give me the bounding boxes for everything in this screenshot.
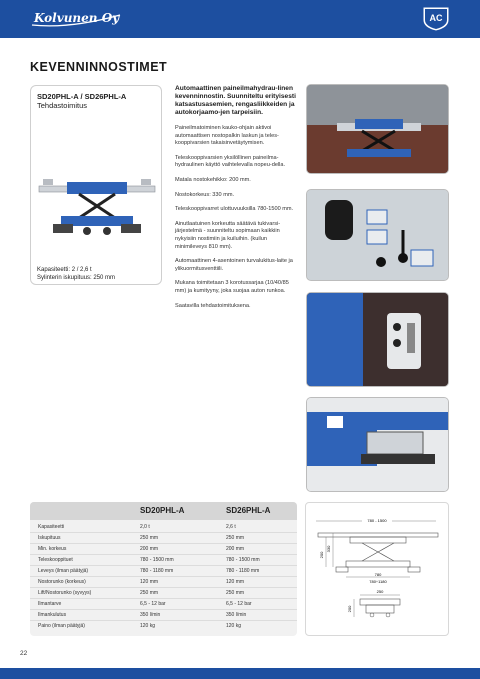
row-value-a: 780 - 1500 mm: [140, 557, 174, 563]
photo-control-panel: [306, 189, 449, 281]
dimension-diagram: [305, 502, 449, 636]
description-paragraph: Teleskooppivarret ulottuvuuksilla 780-1500 mm.: [175, 206, 294, 213]
row-value-a: 780 - 1180 mm: [140, 568, 174, 574]
table-row: [30, 534, 297, 544]
description: [175, 85, 299, 317]
photo-lift-in-pit: [306, 292, 449, 387]
header-bar: [0, 0, 480, 38]
row-value-a: 120 kg: [140, 623, 156, 629]
description-paragraph: Mukana toimitetaan 3 korotussarjaa (10/40/85 mm) ja kumityyny, joka suojaa auton runkoa.: [175, 280, 289, 294]
row-label: Lift/Nostorunko (syvyys): [38, 590, 92, 596]
column-header: SD20PHL-A: [140, 506, 185, 515]
table-row: [30, 567, 297, 577]
row-value-a: 350 l/min: [140, 612, 161, 618]
photo-support-arm: [306, 397, 449, 492]
row-value-b: 250 mm: [226, 535, 245, 541]
product-capacity: [37, 266, 115, 282]
description-paragraph: Paineilmatoiminen kauko-ohjain aktivoi automaattisen nostopalkin laskun ja teles-kooppivarsien takaisinvetäytymisen.: [175, 125, 279, 147]
description-paragraph: Ainutlaatuinen korkeutta säätävä tukivarsi-järjestelmä - suunniteltu sopimaan kaikkiin nykyisiin nostimiin ja kuiluihin. (kuilun minimileveys 810 mm).: [175, 220, 281, 250]
row-label: Ilmankulutus: [38, 612, 67, 618]
dim-inner-range: 780÷1180: [369, 579, 387, 584]
row-value-a: 2,0 t: [140, 524, 150, 530]
row-label: Paino (ilman päätyjä): [38, 623, 85, 629]
row-value-b: 6,5 - 12 bar: [226, 601, 252, 607]
column-header: SD26PHL-A: [226, 506, 271, 515]
row-label: Min. korkeus: [38, 546, 67, 552]
spec-table-header: [30, 502, 297, 520]
table-row: [30, 556, 297, 566]
row-label: Nostorunko (korkeus): [38, 579, 86, 585]
page-number: 22: [20, 650, 28, 657]
product-model: SD20PHL-A / SD26PHL-A: [37, 92, 127, 101]
description-paragraph: Nostokorkeus: 330 mm.: [175, 191, 235, 198]
row-value-b: 2,6 t: [226, 524, 236, 530]
product-subtitle: Tehdastoimitus: [37, 101, 88, 110]
row-value-b: 120 kg: [226, 623, 242, 629]
dim-inner-width: 780: [374, 572, 382, 577]
table-row: [30, 523, 297, 533]
ac-badge-label: AC: [429, 13, 443, 23]
description-paragraph: Matala nostokehikko: 200 mm.: [175, 176, 251, 183]
row-label: Iskupituus: [38, 535, 61, 541]
row-value-b: 120 mm: [226, 579, 245, 585]
row-value-a: 250 mm: [140, 590, 159, 596]
table-row: [30, 611, 297, 621]
table-row: [30, 622, 297, 632]
row-value-b: 200 mm: [226, 546, 245, 552]
row-label: Kapasiteetti: [38, 524, 65, 530]
dim-depth-b: 200: [347, 605, 352, 613]
table-row: [30, 600, 297, 610]
row-value-b: 780 - 1180 mm: [226, 568, 260, 574]
table-row: [30, 589, 297, 599]
row-value-a: 200 mm: [140, 546, 159, 552]
row-value-b: 350 l/min: [226, 612, 247, 618]
row-value-a: 6,5 - 12 bar: [140, 601, 166, 607]
page-title: KEVENNINNOSTIMET: [30, 60, 168, 74]
description-paragraph: Saatavilla tehdastoimituksena.: [175, 302, 251, 309]
row-label: Leveys (ilman päätyjä): [38, 568, 89, 574]
dim-top-width: 780 - 1500: [367, 518, 387, 523]
description-paragraph: Teleskooppivarsien yksilöllinen paineilma-hydraulinen käyttö vaihtelevalla nopeu-della.: [175, 154, 286, 169]
row-label: Teleskooppituet: [38, 557, 73, 563]
description-lead: Automaattinen paineilmahydrau-linen kevenninnostin. Suunniteltu erityisesti katsastusasemien, rengasliikkeiden ja autokorjaamo-jen tarpeisiin.: [175, 85, 296, 116]
dim-depth-a: 250: [376, 589, 384, 594]
table-row: [30, 545, 297, 555]
description-paragraph: Automaattinen 4-asentoinen turvalukitus-laite ja ylikuormitusventtiili.: [175, 258, 293, 272]
spec-table: [30, 502, 297, 636]
row-value-a: 120 mm: [140, 579, 159, 585]
row-value-a: 250 mm: [140, 535, 159, 541]
capacity-value: Kapasiteetti: 2 / 2,6 t: [37, 267, 92, 273]
row-value-b: 780 - 1500 mm: [226, 557, 260, 563]
stroke-value: Sylinterin iskupituus: 250 mm: [37, 275, 116, 281]
photo-lift-under-car: [306, 84, 449, 174]
dim-height-b: 330: [326, 545, 331, 553]
dim-height-a: 200: [319, 551, 324, 559]
product-card: [30, 85, 162, 285]
brand-name: Kolvunen Oy: [34, 11, 120, 25]
row-value-b: 250 mm: [226, 590, 245, 596]
brand-logo: [30, 9, 122, 29]
table-row: [30, 578, 297, 588]
lift-product-image: [37, 146, 157, 246]
row-label: Ilmantarve: [38, 601, 62, 607]
ac-badge-icon: [422, 6, 450, 32]
footer-bar: [0, 668, 480, 679]
